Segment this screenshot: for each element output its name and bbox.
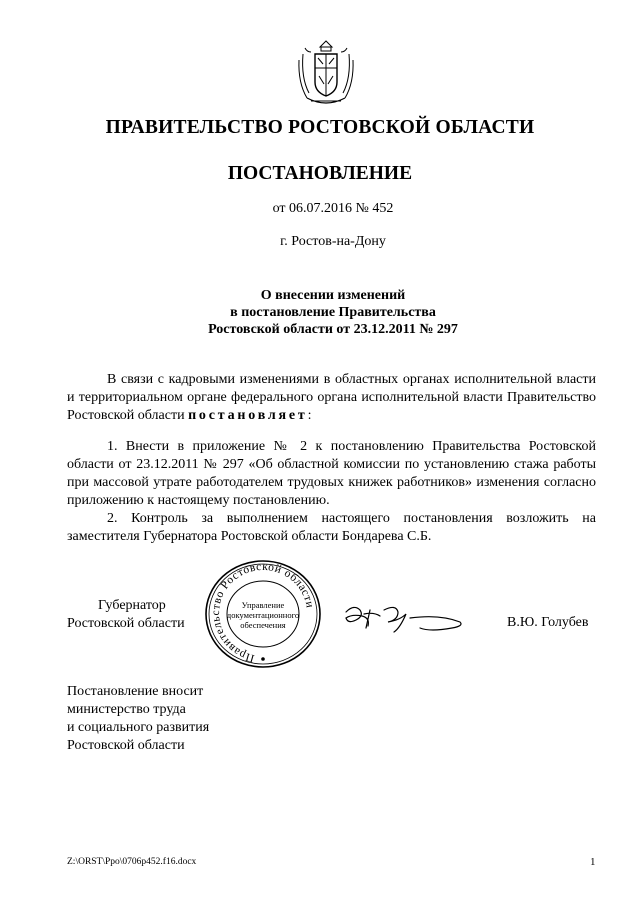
clause-2 [67, 510, 596, 546]
clause-1-text: 1. Внести в приложение № 2 к постановлению Правительства Ростовской области от 23.12.2011 № 297 «Об областной комиссии по установлению стажа работы при массовой утрате работодателем трудовых книжек работников» изменения согласно приложению к настоящему постановлению. [67, 439, 596, 508]
document-type: ПОСТАНОВЛЕНИЕ [227, 163, 413, 184]
resolves-word: постановляет [188, 408, 308, 423]
preamble-colon: : [307, 408, 312, 423]
preamble-paragraph [67, 371, 596, 425]
submitted-by-note [67, 683, 209, 755]
handwritten-signature [340, 598, 470, 638]
coat-of-arms-icon [295, 38, 357, 108]
subject-line: в постановление Правительства [230, 305, 436, 320]
page-number: 1 [590, 856, 596, 868]
submitted-by-line: и социального развития [67, 720, 210, 735]
preamble-text: В связи с кадровыми изменениями в областных органах исполнительной власти и территориальном органе федерального органа исполнительной власти Правительство Ростовской области [67, 372, 596, 423]
organization-title: ПРАВИТЕЛЬСТВО РОСТОВСКОЙ ОБЛАСТИ [105, 117, 535, 138]
official-stamp [202, 558, 324, 670]
submitted-by-line: Ростовской области [67, 738, 185, 753]
signer-name: В.Ю. Голубев [507, 615, 589, 630]
signer-title-line2: Ростовской области [67, 616, 185, 631]
clause-2-text: 2. Контроль за выполнением настоящего постановления возложить на заместителя Губернатора Ростовской области Бондарева С.Б. [67, 511, 596, 544]
subject-line: О внесении изменений [260, 288, 406, 303]
signer-title-line1: Губернатор [98, 598, 166, 613]
stamp-star-icon [261, 657, 265, 661]
file-path: Z:\ORST\Ppo\0706p452.f16.docx [67, 857, 197, 867]
document-date-number: от 06.07.2016 № 452 [272, 201, 394, 216]
submitted-by-line: Постановление вносит [67, 684, 204, 699]
stamp-inner-line: Управление [241, 600, 285, 610]
stamp-inner-line: документационного [226, 610, 300, 620]
subject-line: Ростовской области от 23.12.2011 № 297 [208, 322, 458, 337]
stamp-inner-line: обеспечения [240, 620, 286, 630]
submitted-by-line: министерство труда [67, 702, 186, 717]
document-subject [0, 287, 640, 338]
document-city: г. Ростов-на-Дону [280, 234, 386, 249]
clause-1 [67, 438, 596, 510]
stamp-ring-text: Правительство Ростовской области [210, 560, 316, 665]
